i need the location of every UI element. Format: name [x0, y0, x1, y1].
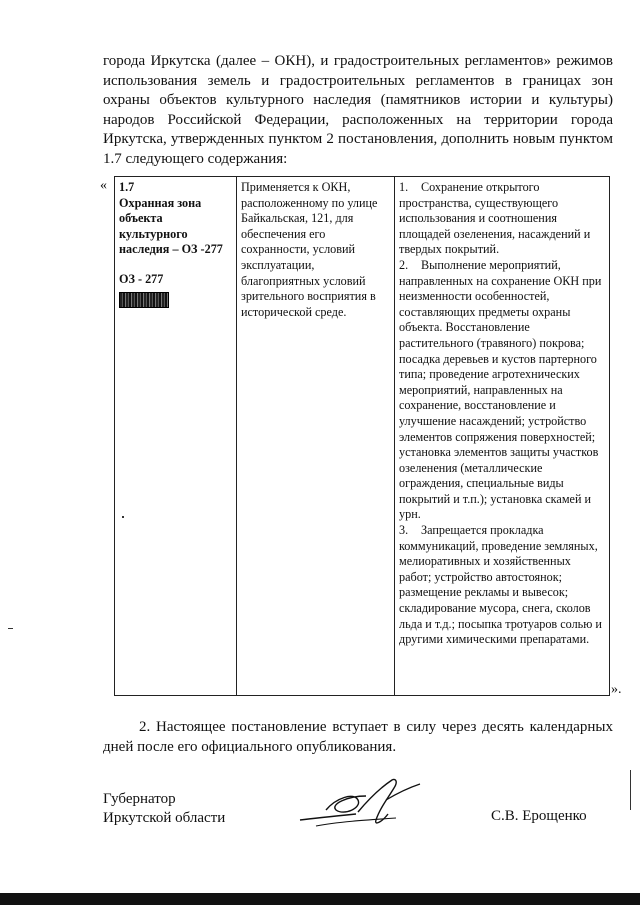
intro-paragraph: города Иркутска (далее – ОКН), и градостроительных регламентов» режимов использования земель и градостроительных регламентов в границах зон охраны объектов культурного наследия (памятников истории и культуры) народов Российской Федерации, расположенных на территории города Иркутска, утвержденных пунктом 2 постановления, дополнить новым пунктом 1.7 следующего содержания:: [103, 53, 613, 167]
table-row: [115, 177, 610, 696]
handwritten-signature: [296, 770, 426, 834]
requirements-cell: [395, 177, 610, 696]
zone-cell: [115, 177, 237, 696]
requirement-text: Сохранение открытого пространства, существующего использования и соотношения площадей озеленения, насаждений и твердых покрытий.: [399, 180, 591, 257]
requirement-text: Выполнение мероприятий, направленных на сохранение ОКН при неизменности особенностей, составляющих предметы охраны объекта. Восстановление растительного (травяного) покрова; посадка деревьев и кустов партерного типа; проведение агротехнических мероприятий, направленных на сохранение, восстановление и улучшение насаждений; устройство элементов сопряжения поверхностей; установка элементов защиты участков озеленения (металлические ограждения, специальные виды покрытий и т.п.); установка скамей и урн.: [399, 257, 602, 522]
position-line-1: Губернатор: [103, 791, 176, 807]
requirement-number: 1.: [399, 180, 409, 194]
position-line-2: Иркутской области: [103, 810, 226, 826]
scan-bottom-edge: [0, 893, 640, 905]
zone-number: 1.7: [119, 180, 135, 194]
zone-title: Охранная зона объекта культурного наследия – ОЗ -277: [119, 195, 223, 257]
scan-speck: [630, 770, 631, 810]
closing-quote: ».: [611, 682, 622, 697]
signatory-position: [103, 790, 225, 828]
paragraph-2: 2. Настоящее постановление вступает в силу через десять календарных дней после его официального опубликования.: [103, 719, 613, 755]
applies-text: Применяется к ОКН, расположенному по улице Байкальская, 121, для обеспечения его сохранности, условий эксплуатации, благоприятных условий зрительного восприятия в исторической среде.: [241, 180, 378, 319]
redaction-mark: [119, 292, 169, 308]
requirement-number: 3.: [399, 523, 409, 538]
requirement-item: [399, 180, 605, 258]
requirement-number: 2.: [399, 257, 409, 272]
signatory-name: С.В. Ерощенко: [491, 808, 587, 824]
applies-cell: [237, 177, 395, 696]
requirement-item: [399, 523, 605, 648]
zone-table: [114, 176, 610, 696]
requirement-text: Запрещается прокладка коммуникаций, проведение земляных, мелиоративных и хозяйственных работ; устройство автостоянок; размещение рекламы и вывесок; складирование мусора, снега, сколов льда и т.д.; посыпка тротуаров солью и другими химическими препаратами.: [399, 523, 602, 647]
scan-speck: [8, 628, 13, 629]
zone-code: ОЗ - 277: [119, 271, 164, 286]
requirement-item: [399, 258, 605, 523]
opening-quote: «: [100, 178, 107, 193]
scan-speck: [122, 516, 124, 518]
